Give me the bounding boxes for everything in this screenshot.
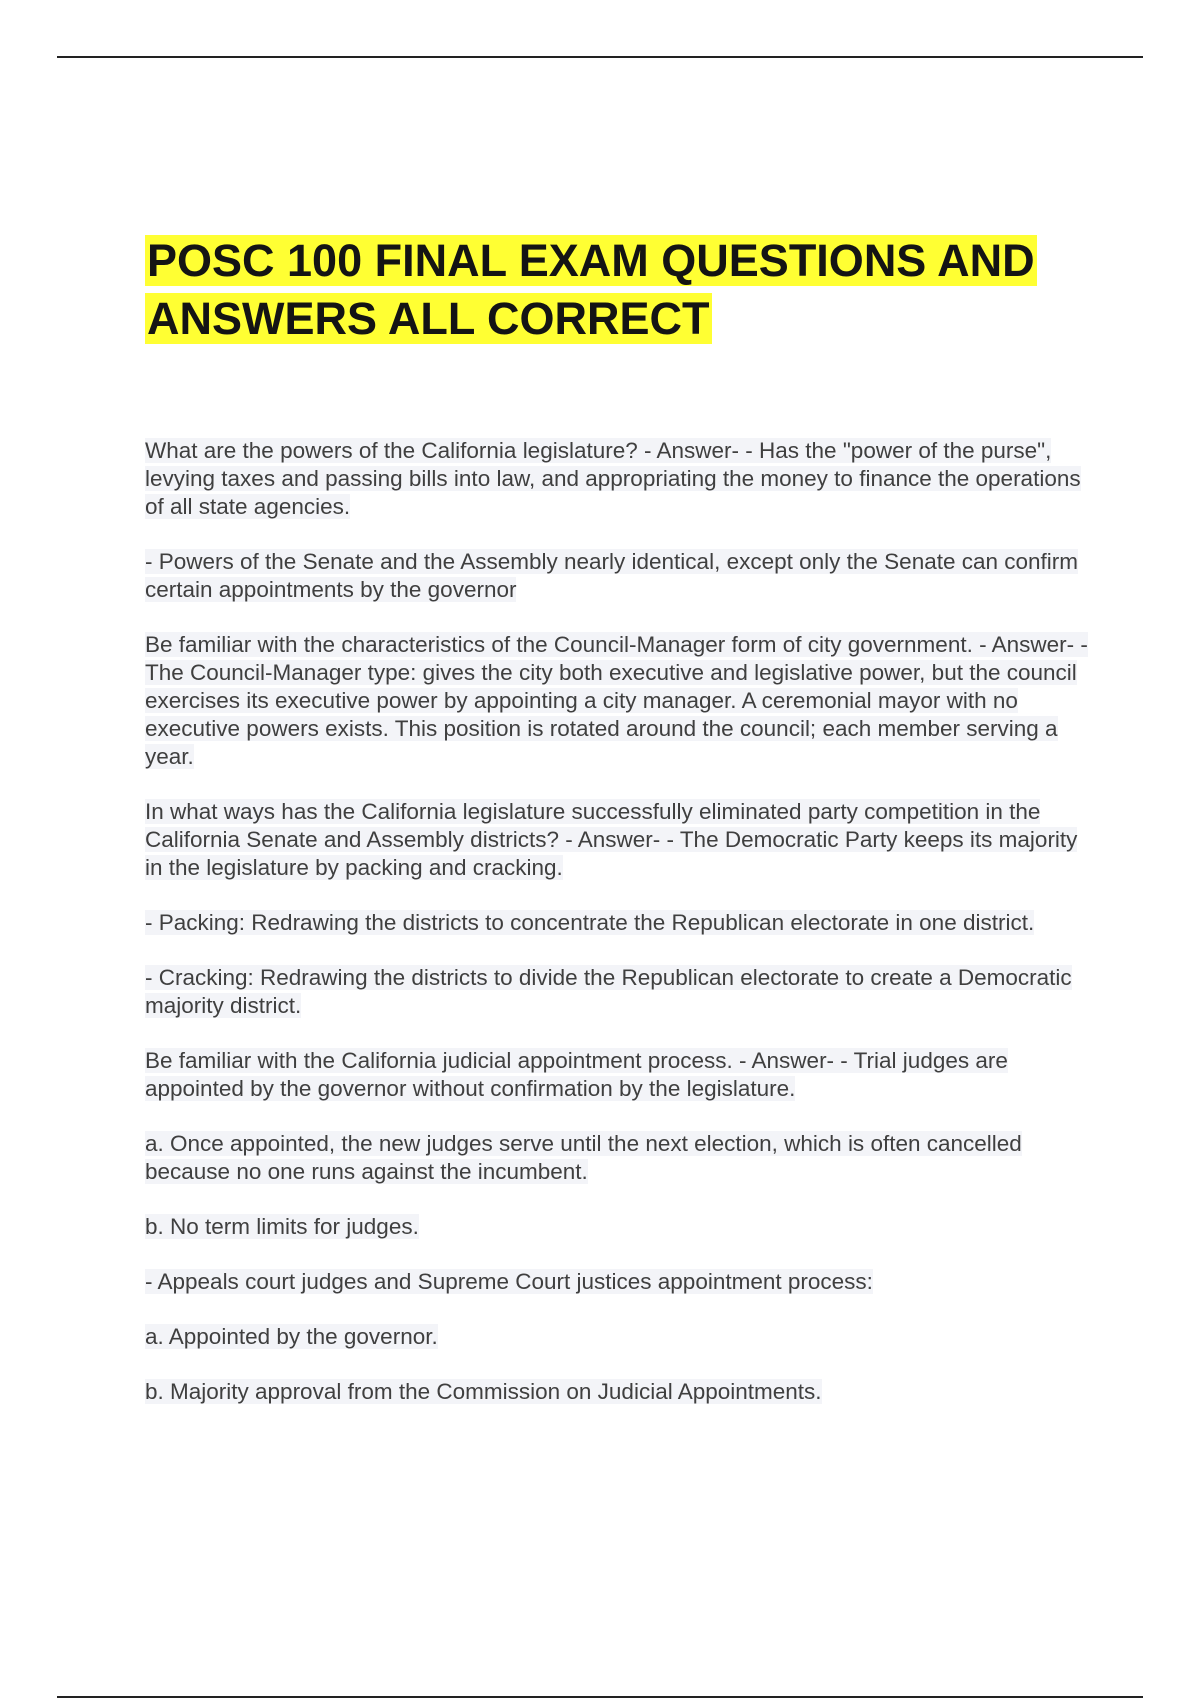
- paragraph: [145, 437, 1090, 521]
- paragraph: [145, 1268, 1090, 1296]
- paragraph: [145, 548, 1090, 604]
- paragraph-text: Be familiar with the California judicial appointment process. - Answer- - Trial judges are appointed by the governor without confirmation by the legislature.: [145, 1048, 1008, 1101]
- document-body: [145, 437, 1090, 1433]
- paragraph: [145, 1323, 1090, 1351]
- paragraph: [145, 798, 1090, 882]
- top-rule: [57, 56, 1143, 58]
- paragraph-text: a. Appointed by the governor.: [145, 1324, 438, 1349]
- bottom-rule: [57, 1696, 1143, 1698]
- paragraph: [145, 964, 1090, 1020]
- paragraph-text: - Cracking: Redrawing the districts to divide the Republican electorate to create a Democratic majority district.: [145, 965, 1072, 1018]
- paragraph: [145, 1130, 1090, 1186]
- paragraph-text: What are the powers of the California legislature? - Answer- - Has the "power of the purse", levying taxes and passing bills into law, and appropriating the money to finance the operations of all state agencies.: [145, 438, 1081, 519]
- paragraph-text: - Packing: Redrawing the districts to concentrate the Republican electorate in one district.: [145, 910, 1035, 935]
- paragraph: [145, 1213, 1090, 1241]
- paragraph-text: a. Once appointed, the new judges serve until the next election, which is often cancelled because no one runs against the incumbent.: [145, 1131, 1022, 1184]
- paragraph-text: - Powers of the Senate and the Assembly nearly identical, except only the Senate can confirm certain appointments by the governor: [145, 549, 1079, 602]
- document-title: [145, 232, 1075, 348]
- paragraph-text: In what ways has the California legislature successfully eliminated party competition in the California Senate and Assembly districts? - Answer- - The Democratic Party keeps its majority in the legislature by packing and cracking.: [145, 799, 1078, 880]
- paragraph-text: b. Majority approval from the Commission on Judicial Appointments.: [145, 1379, 822, 1404]
- paragraph-text: - Appeals court judges and Supreme Court justices appointment process:: [145, 1269, 873, 1294]
- title-text: POSC 100 FINAL EXAM QUESTIONS AND ANSWERS ALL CORRECT: [147, 235, 1035, 344]
- paragraph-text: b. No term limits for judges.: [145, 1214, 419, 1239]
- paragraph: [145, 909, 1090, 937]
- paragraph: [145, 631, 1090, 771]
- paragraph: [145, 1047, 1090, 1103]
- paragraph: [145, 1378, 1090, 1406]
- paragraph-text: Be familiar with the characteristics of the Council-Manager form of city government. - Answer- - The Council-Manager type: gives the city both executive and legislative power, but the council exercises its executive power by appointing a city manager. A ceremonial mayor with no executive powers exists. This position is rotated around the council; each member serving a year.: [145, 632, 1088, 769]
